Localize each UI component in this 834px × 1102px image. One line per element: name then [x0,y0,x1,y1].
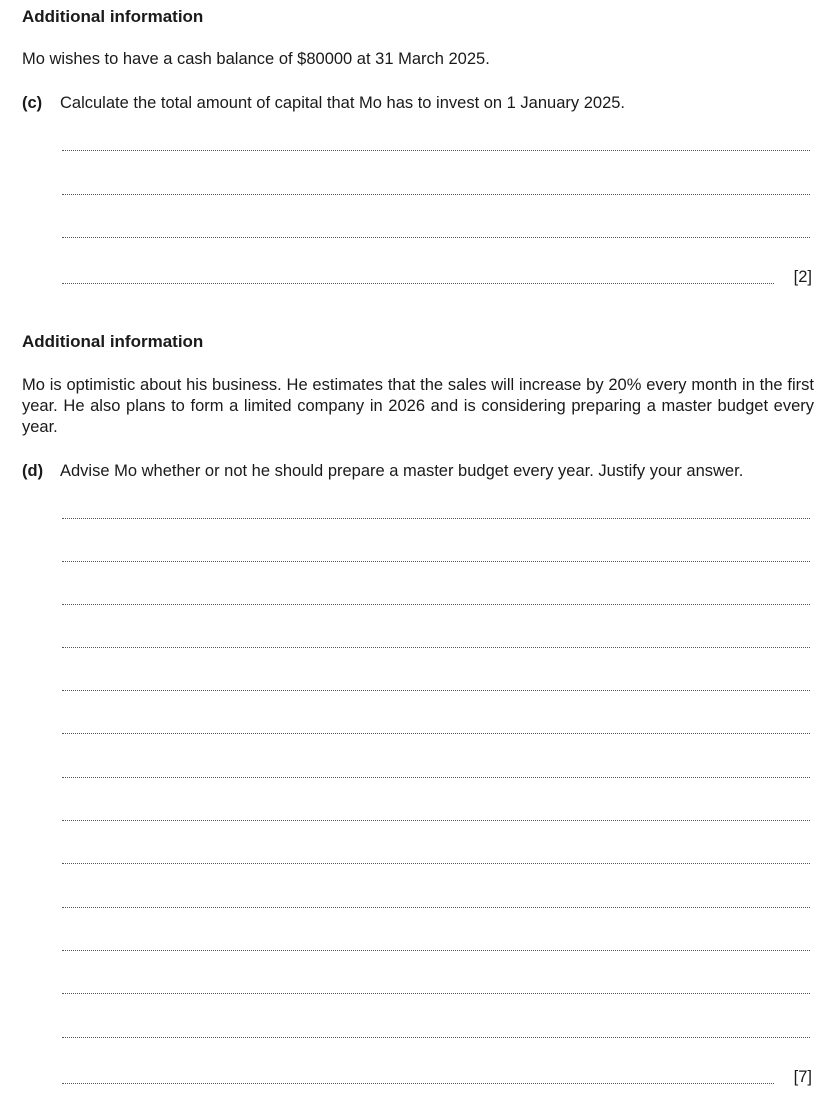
answer-line[interactable] [62,150,810,151]
answer-line[interactable] [62,1083,774,1084]
question-label: (c) [22,94,43,112]
answer-line[interactable] [62,907,810,908]
marks-label: [7] [793,1068,812,1086]
answer-line[interactable] [62,777,810,778]
section-heading: Additional information [22,332,204,351]
answer-line[interactable] [62,604,810,605]
info-text: Mo is optimistic about his business. He estimates that the sales will increase by 20% every month in the first year. He also plans to form a limited company in 2026 and is considering preparing a master budget every year. [22,376,814,436]
answer-line[interactable] [62,283,774,284]
answer-line[interactable] [62,733,810,734]
answer-line[interactable] [62,237,810,238]
answer-line[interactable] [62,863,810,864]
info-text: Mo wishes to have a cash balance of $80000 at 31 March 2025. [22,50,490,68]
answer-line[interactable] [62,647,810,648]
answer-line[interactable] [62,690,810,691]
question-label: (d) [22,462,44,480]
question-text: Advise Mo whether or not he should prepare a master budget every year. Justify your answer. [60,462,744,480]
marks-label: [2] [793,268,812,286]
answer-line[interactable] [62,561,810,562]
answer-line[interactable] [62,950,810,951]
section-heading: Additional information [22,7,204,26]
answer-line[interactable] [62,194,810,195]
answer-line[interactable] [62,993,810,994]
answer-line[interactable] [62,1037,810,1038]
question-text: Calculate the total amount of capital that Mo has to invest on 1 January 2025. [60,94,626,112]
answer-line[interactable] [62,820,810,821]
answer-line[interactable] [62,518,810,519]
